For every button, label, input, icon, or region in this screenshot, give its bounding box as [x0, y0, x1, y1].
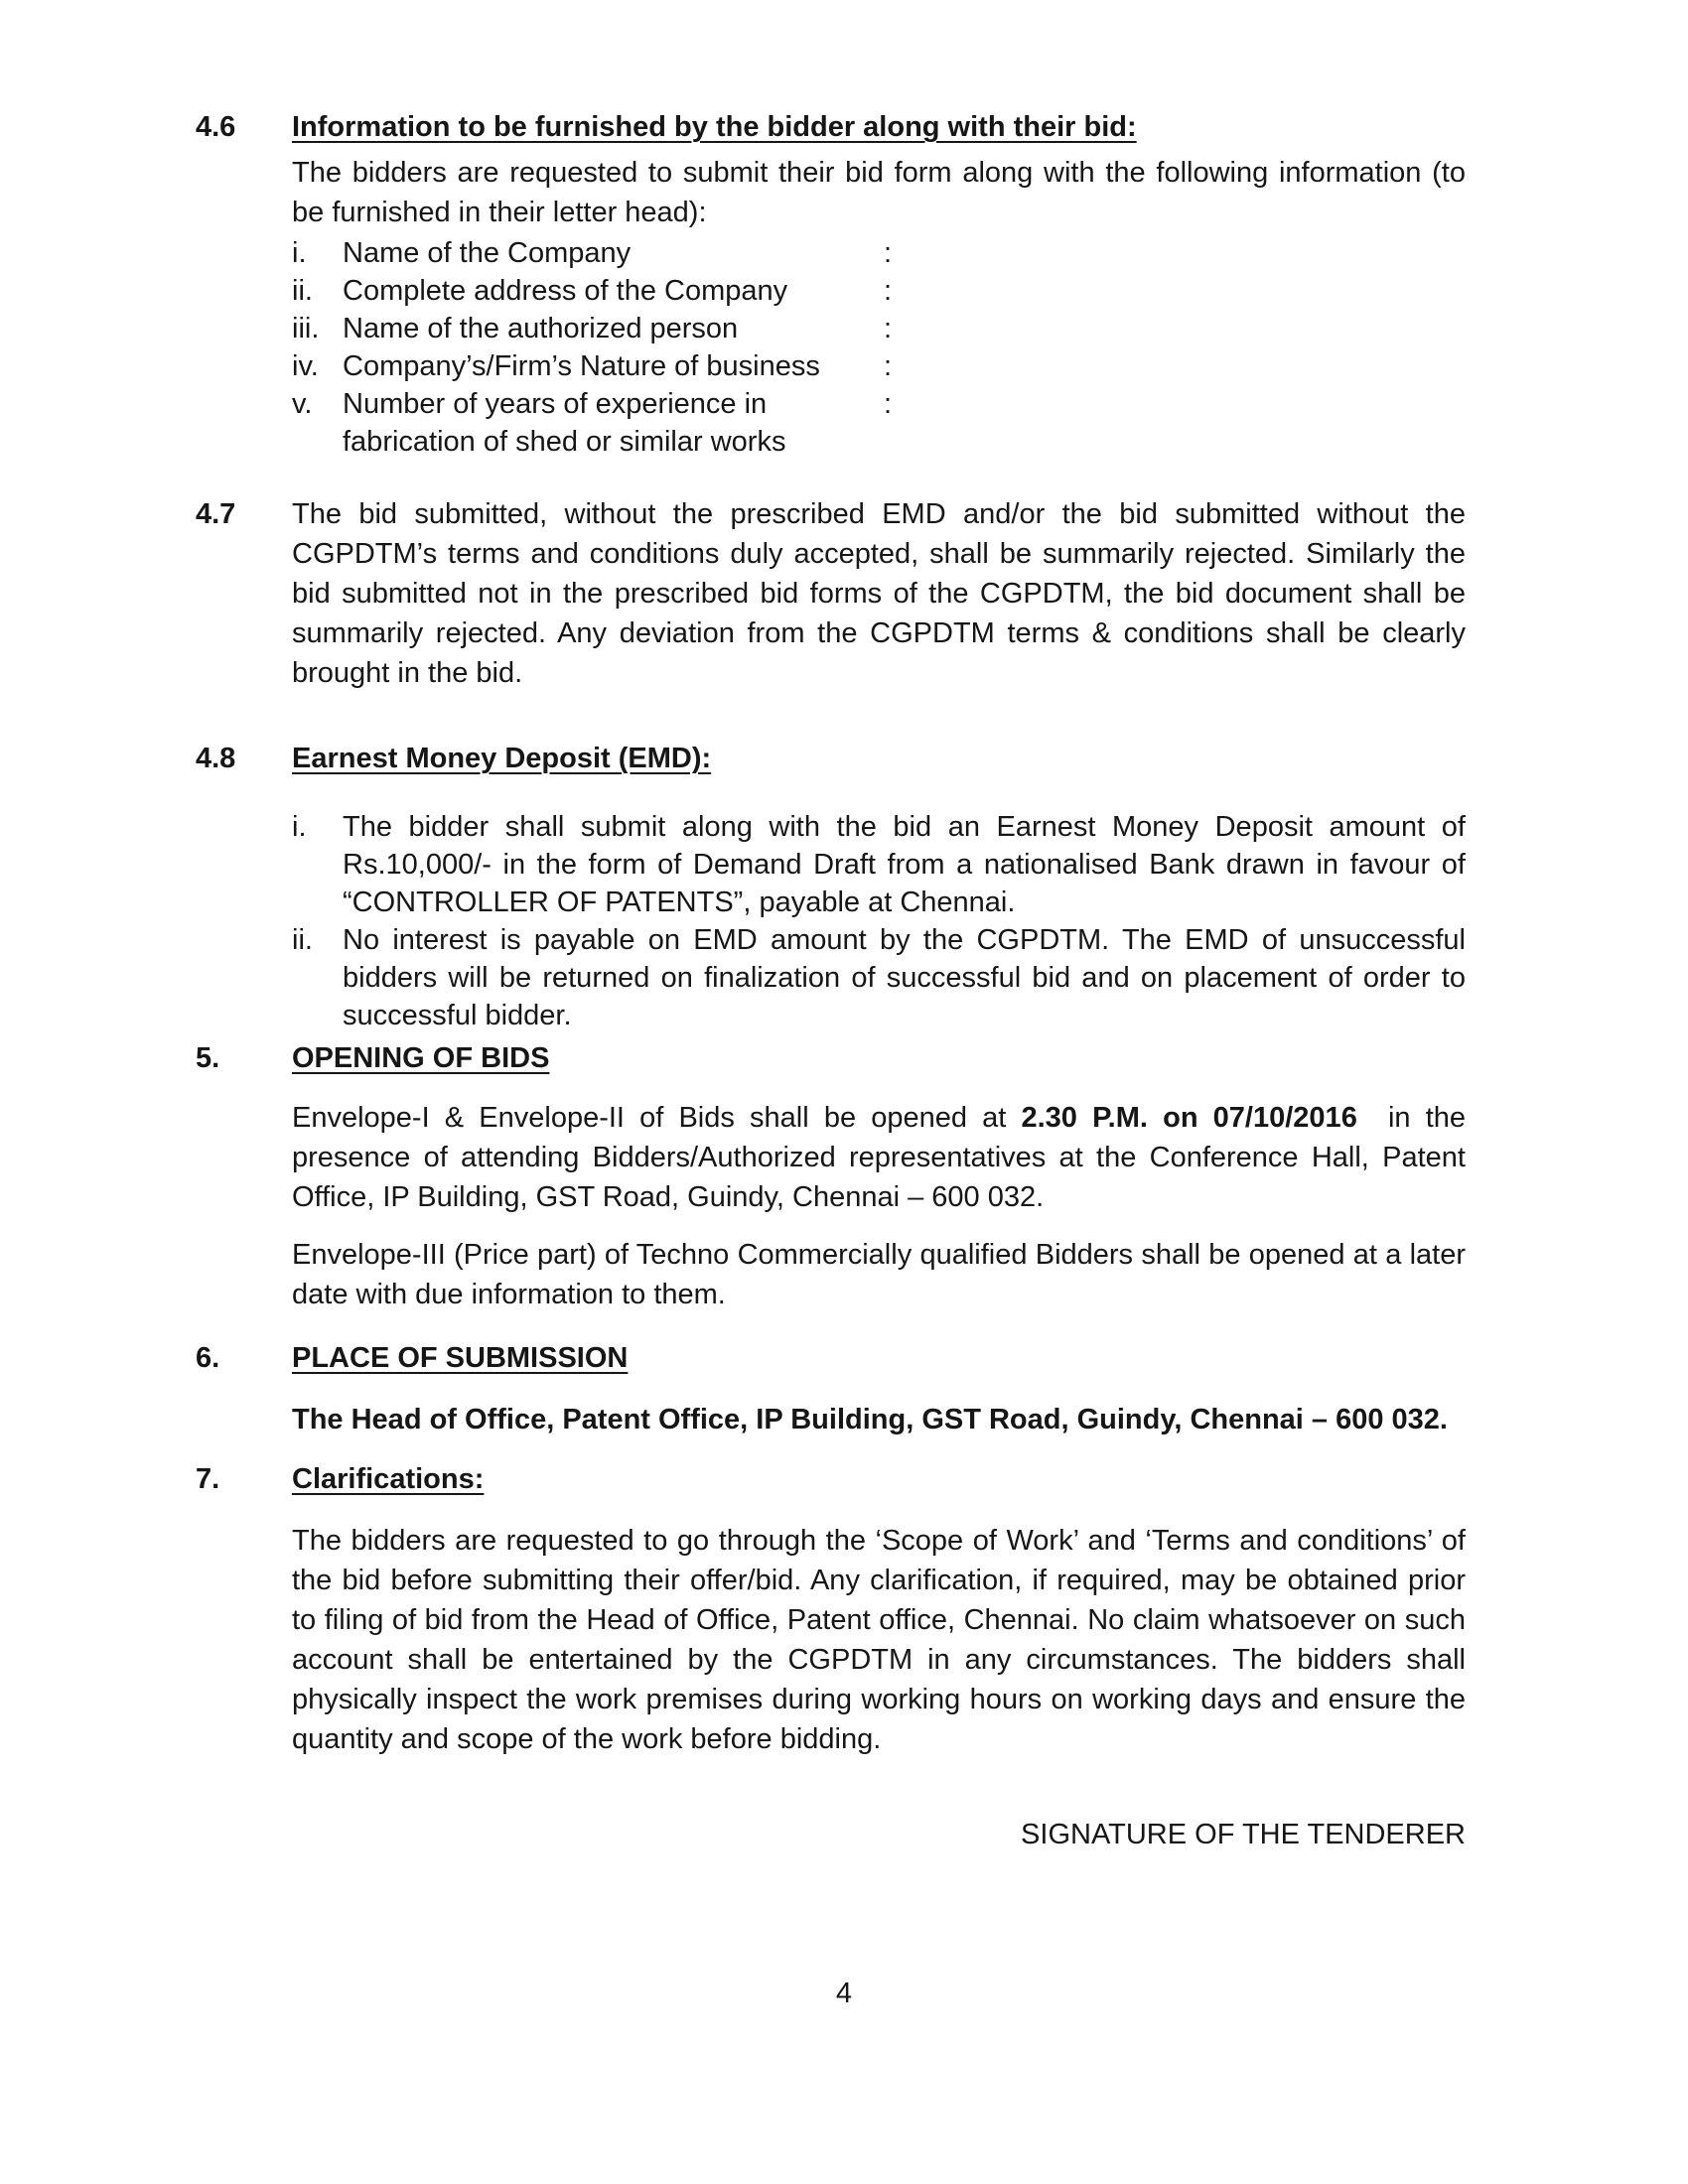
list-marker: ii.: [292, 924, 313, 956]
section-4-6-heading: Information to be furnished by the bidder along with their bid:: [292, 111, 1137, 143]
list-marker: iii.: [292, 313, 320, 344]
list-item-label: Name of the authorized person: [343, 313, 739, 344]
section-6-number: 6.: [196, 1342, 220, 1374]
list-marker: i.: [292, 237, 307, 269]
list-item: [292, 347, 1466, 385]
emd-item-text: The bidder shall submit along with the bid an Earnest Money Deposit amount of Rs.10,000/- in the form of Demand Draft from a nationalised Bank drawn in favour of “CONTROLLER OF PATENTS”, payable at Chennai.: [343, 811, 1466, 918]
list-item-colon: :: [884, 275, 893, 307]
section-5-heading: OPENING OF BIDS: [292, 1042, 550, 1074]
section-7-number: 7.: [196, 1463, 220, 1495]
opening-datetime: 2.30 P.M. on 07/10/2016: [1021, 1102, 1357, 1134]
list-item-colon: :: [884, 237, 893, 269]
page-number: 4: [835, 1978, 853, 2009]
list-item-colon: :: [884, 350, 893, 382]
list-item-label: Number of years of experience in fabrication of shed or similar works: [343, 388, 786, 458]
section-4-6: [196, 107, 1466, 461]
section-4-7-number: 4.7: [196, 498, 236, 530]
section-4-8-heading: Earnest Money Deposit (EMD):: [292, 743, 712, 774]
section-5: [196, 1038, 1466, 1314]
bid-rejection-para: The bid submitted, without the prescribed EMD and/or the bid submitted without the CGPDTM’s terms and conditions duly accepted, shall be summarily rejected. Similarly the bid submitted not in the prescribed bid forms of the CGPDTM, the bid document shall be summarily rejected. Any deviation from the CGPDTM terms & conditions shall be clearly brought in the bid.: [292, 498, 1466, 689]
list-item-colon: :: [884, 313, 893, 344]
emd-item: [292, 808, 1466, 921]
clarifications-para: The bidders are requested to go through the ‘Scope of Work’ and ‘Terms and conditions’ of the bid before submitting their offer/bid. Any clarification, if required, may be obtained prior to filing of bid from the Head of Office, Patent office, Chennai. No claim whatsoever on such account shall be entertained by the CGPDTM in any circumstances. The bidders shall physically inspect the work premises during working hours on working days and ensure the quantity and scope of the work before bidding.: [292, 1525, 1466, 1755]
list-item-label: Complete address of the Company: [343, 275, 788, 307]
section-4-7: [196, 494, 1466, 693]
section-6: [196, 1338, 1466, 1439]
emd-item-text: No interest is payable on EMD amount by the CGPDTM. The EMD of unsuccessful bidders will be returned on finalization of successful bid and on placement of order to successful bidder.: [343, 924, 1466, 1031]
bidder-info-intro: The bidders are requested to submit their bid form along with the following information (to be furnished in their letter head):: [292, 157, 1466, 228]
emd-item: [292, 921, 1466, 1034]
section-7: [196, 1459, 1466, 1759]
bidder-info-list: [292, 234, 1466, 461]
list-marker: v.: [292, 388, 313, 420]
section-6-heading: PLACE OF SUBMISSION: [292, 1342, 629, 1374]
signature-label: SIGNATURE OF THE TENDERER: [1021, 1819, 1466, 1850]
opening-para-pre: Envelope-I & Envelope-II of Bids shall be opened at: [292, 1102, 1022, 1134]
list-item: [292, 385, 1466, 461]
list-item: [292, 272, 1466, 310]
list-marker: i.: [292, 811, 307, 843]
opening-para-1: [292, 1098, 1466, 1217]
submission-address: The Head of Office, Patent Office, IP Building, GST Road, Guindy, Chennai – 600 032.: [292, 1404, 1448, 1435]
opening-para-2: Envelope-III (Price part) of Techno Commercially qualified Bidders shall be opened at a later date with due information to them.: [292, 1239, 1466, 1310]
section-4-6-number: 4.6: [196, 111, 236, 143]
opening-para-post: in the presence of attending Bidders/Authorized representatives at the Conference Hall, Patent Office, IP Building, GST Road, Guindy, Chennai – 600 032.: [292, 1102, 1467, 1213]
list-item-label: Name of the Company: [343, 237, 632, 269]
list-item-label: Company’s/Firm’s Nature of business: [343, 350, 820, 382]
list-marker: iv.: [292, 350, 319, 382]
section-5-number: 5.: [196, 1042, 220, 1074]
signature-line: [196, 1815, 1466, 1854]
list-item-colon: :: [884, 388, 893, 420]
list-item: [292, 234, 1466, 272]
section-4-8: [196, 739, 1466, 1034]
list-item: [292, 310, 1466, 347]
section-4-8-number: 4.8: [196, 743, 236, 774]
list-marker: ii.: [292, 275, 313, 307]
section-7-heading: Clarifications:: [292, 1463, 485, 1495]
